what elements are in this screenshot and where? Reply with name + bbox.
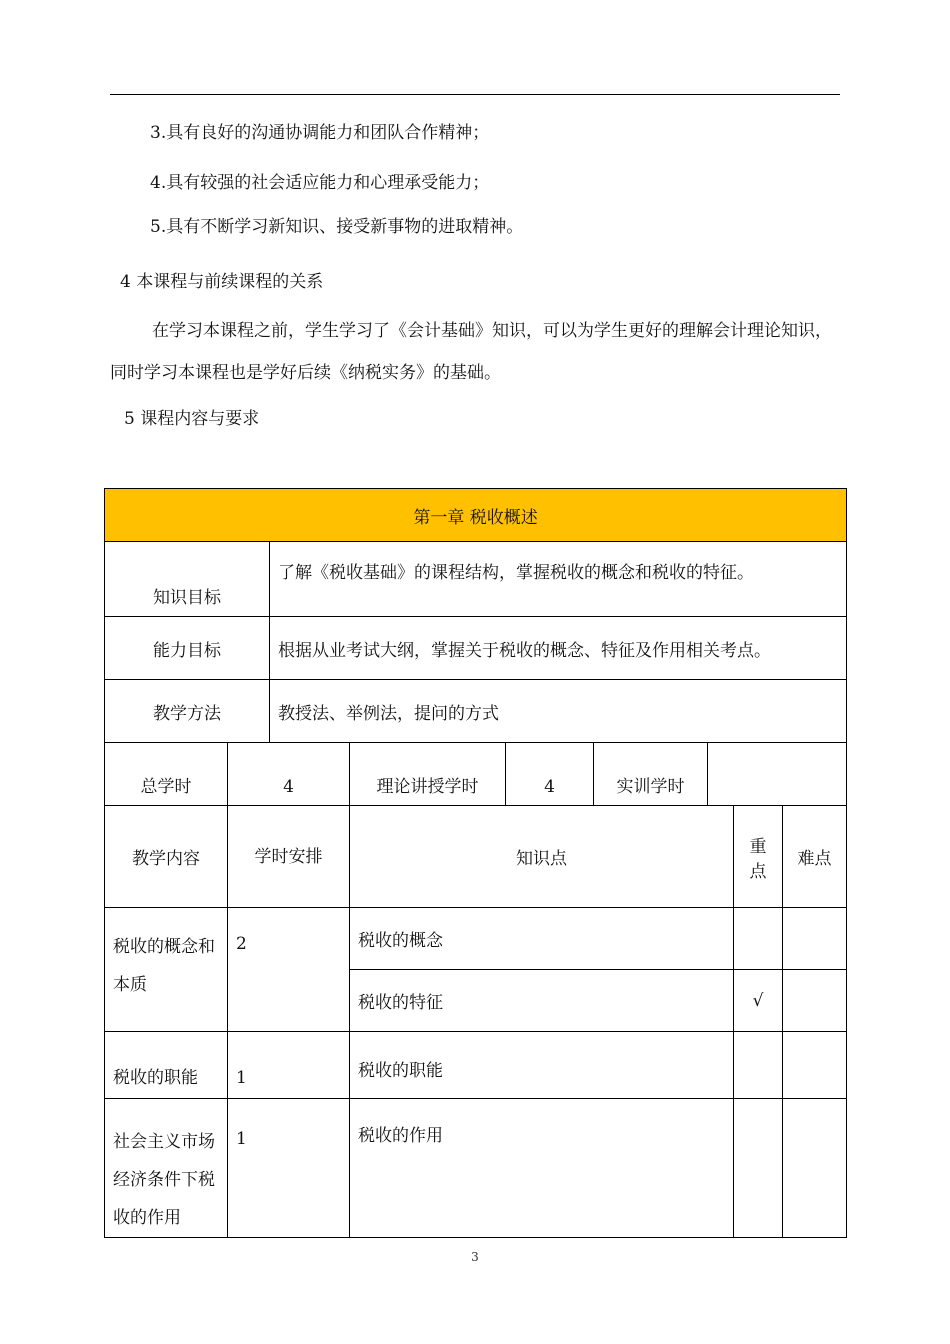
list-item-5: 5.具有不断学习新知识、接受新事物的进取精神。 (150, 217, 524, 237)
section-4-paragraph: 在学习本课程之前，学生学习了《会计基础》知识，可以为学生更好的理解会计理论知识，同时学习本课程也是学好后续《纳税实务》的基础。 (110, 321, 832, 383)
knowledge-point: 税收的职能 (350, 1032, 734, 1099)
knowledge-goal-text: 了解《税收基础》的课程结构，掌握税收的概念和税收的特征。 (270, 542, 847, 617)
section-5-heading: 5 课程内容与要求 (124, 409, 260, 429)
key-mark (734, 1099, 783, 1238)
difficult-mark (783, 1099, 847, 1238)
total-hours-label: 总学时 (105, 743, 228, 806)
theory-hours-label: 理论讲授学时 (350, 743, 506, 806)
table-row-content: 社会主义市场经济条件下税收的作用 (105, 1099, 228, 1238)
chapter-title: 第一章 税收概述 (105, 489, 847, 542)
total-hours-value: 4 (228, 743, 350, 806)
difficult-mark (783, 908, 847, 970)
theory-hours-value: 4 (506, 743, 594, 806)
key-mark (734, 908, 783, 970)
course-content-table (104, 488, 847, 1238)
knowledge-point: 税收的作用 (350, 1099, 734, 1238)
header-rule (110, 94, 840, 95)
method-text: 教授法、举例法，提问的方式 (270, 680, 847, 743)
table-row-content: 税收的职能 (105, 1032, 228, 1099)
knowledge-point: 税收的概念 (350, 908, 734, 970)
key-mark: √ (734, 970, 783, 1032)
col-header-key: 重点 (734, 806, 783, 908)
col-header-knowledge: 知识点 (350, 806, 734, 908)
difficult-mark (783, 970, 847, 1032)
key-mark (734, 1032, 783, 1099)
table-row-content: 税收的概念和本质 (105, 908, 228, 1032)
table-row-hours: 2 (228, 908, 350, 1032)
col-header-difficult: 难点 (783, 806, 847, 908)
practice-hours-value (708, 743, 847, 806)
table-row-hours: 1 (228, 1099, 350, 1238)
knowledge-goal-label: 知识目标 (105, 542, 270, 617)
col-header-hours: 学时安排 (228, 806, 350, 908)
list-item-3: 3.具有良好的沟通协调能力和团队合作精神； (150, 123, 490, 143)
method-label: 教学方法 (105, 680, 270, 743)
knowledge-point: 税收的特征 (350, 970, 734, 1032)
table-row-hours: 1 (228, 1032, 350, 1099)
practice-hours-label: 实训学时 (594, 743, 708, 806)
page-number: 3 (471, 1250, 479, 1264)
difficult-mark (783, 1032, 847, 1099)
section-4-heading: 4 本课程与前续课程的关系 (120, 272, 324, 292)
ability-goal-text: 根据从业考试大纲，掌握关于税收的概念、特征及作用相关考点。 (270, 617, 847, 680)
ability-goal-label: 能力目标 (105, 617, 270, 680)
col-header-content: 教学内容 (105, 806, 228, 908)
list-item-4: 4.具有较强的社会适应能力和心理承受能力； (150, 173, 490, 193)
